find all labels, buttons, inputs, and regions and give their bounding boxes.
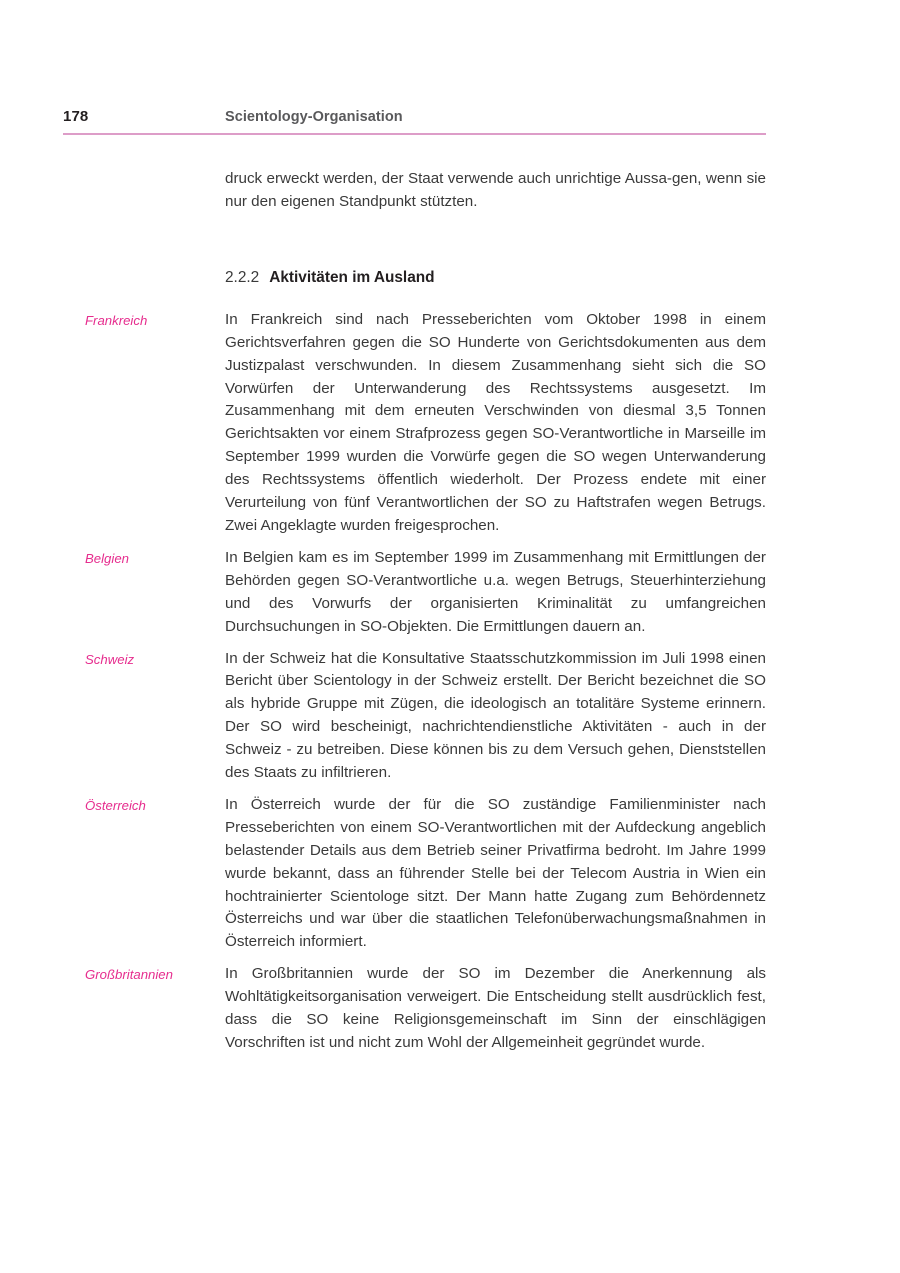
paragraph-grossbritannien: In Großbritannien wurde der SO im Dezember die Anerkennung als Wohltätigkeitsorganisation verweigert. Die Entscheidung stellt ausdrücklich fest, dass die SO keine Religionsgemeinschaft im Sinn der einschlägigen Vorschriften ist und nicht zum Wohl der Allgemeinheit gegründet wurde. [225, 965, 766, 1051]
section-title: Aktivitäten im Ausland [269, 268, 435, 286]
country-block-grossbritannien [85, 963, 766, 1055]
running-header-row [63, 108, 766, 130]
country-block-frankreich [85, 309, 766, 538]
marginal-note-belgien: Belgien [85, 550, 129, 566]
intro-paragraph-block [85, 168, 766, 214]
country-block-oesterreich [85, 794, 766, 954]
page-number: 178 [63, 108, 89, 125]
intro-paragraph-text: druck erweckt werden, der Staat verwende auch unrichtige Aussa-gen, wenn sie nur den eigenen Standpunkt stützten. [225, 170, 766, 210]
marginal-note-schweiz: Schweiz [85, 651, 135, 667]
paragraph-schweiz: In der Schweiz hat die Konsultative Staatsschutzkommission im Juli 1998 einen Bericht über Scientology in der Schweiz erstellt. Der Bericht bezeichnet die SO als hybride Gruppe mit Zügen, die ideologisch an totalitäre Systeme erinnern. Der SO wird bescheinigt, nachrichtendienstliche Aktivitäten - auch in der Schweiz - zu betreiben. Diese können bis zu dem Versuch gehen, Dienststellen des Staats zu infiltrieren. [225, 649, 766, 782]
marginal-note-oesterreich: Österreich [85, 797, 146, 813]
section-number: 2.2.2 [225, 268, 260, 286]
country-block-schweiz [85, 648, 766, 785]
marginal-note-frankreich: Frankreich [85, 312, 148, 328]
page-content [85, 168, 766, 1064]
marginal-note-grossbritannien: Großbritannien [85, 967, 173, 983]
paragraph-oesterreich: In Österreich wurde der für die SO zuständige Familienminister nach Presseberichten von einem SO-Verantwortlichen mit der Aufdeckung angeblich belastender Details aus dem Betrieb seiner Privatfirma bedroht. Im Jahre 1999 wurde bekannt, dass an führender Stelle bei der Telecom Austria in Wien ein hochtrainierter Scientologe sitzt. Der Mann hatte Zugang zum Behördennetz Österreichs und war über die staatlichen Telefonüberwachungsmaßnahmen in Österreich informiert. [225, 795, 766, 951]
header-title: Scientology-Organisation [225, 109, 403, 125]
paragraph-frankreich: In Frankreich sind nach Presseberichten vom Oktober 1998 in einem Gerichtsverfahren gegen die SO Hunderte von Gerichtsdokumenten aus dem Justizpalast verschwunden. In diesem Zusammenhang sieht sich die SO Vorwürfen der Unterwanderung des Rechtssystems ausgesetzt. Im Zusammenhang mit dem erneuten Verschwinden von diesmal 3,5 Tonnen Gerichtsakten vor einem Strafprozess gegen SO-Verantwortliche in Marseille im September 1999 wurden die Vorwürfe gegen die SO wegen Unterwanderung des Rechtssystems öffentlich wiederholt. Der Prozess endete mit einer Verurteilung von fünf Verantwortlichen der SO zu Haftstrafen wegen Betrugs. Zwei Angeklagte wurden freigesprochen. [225, 310, 766, 534]
header-divider-rule [63, 133, 766, 135]
running-header [63, 108, 766, 138]
country-block-belgien [85, 547, 766, 639]
section-heading [225, 267, 766, 288]
paragraph-belgien: In Belgien kam es im September 1999 im Zusammenhang mit Ermittlungen der Behörden gegen SO-Verantwortliche u.a. wegen Betrugs, Steuerhinterziehung und des Vorwurfs der organisierten Kriminalität zu umfangreichen Durchsuchungen in SO-Objekten. Die Ermittlungen dauern an. [225, 548, 766, 635]
